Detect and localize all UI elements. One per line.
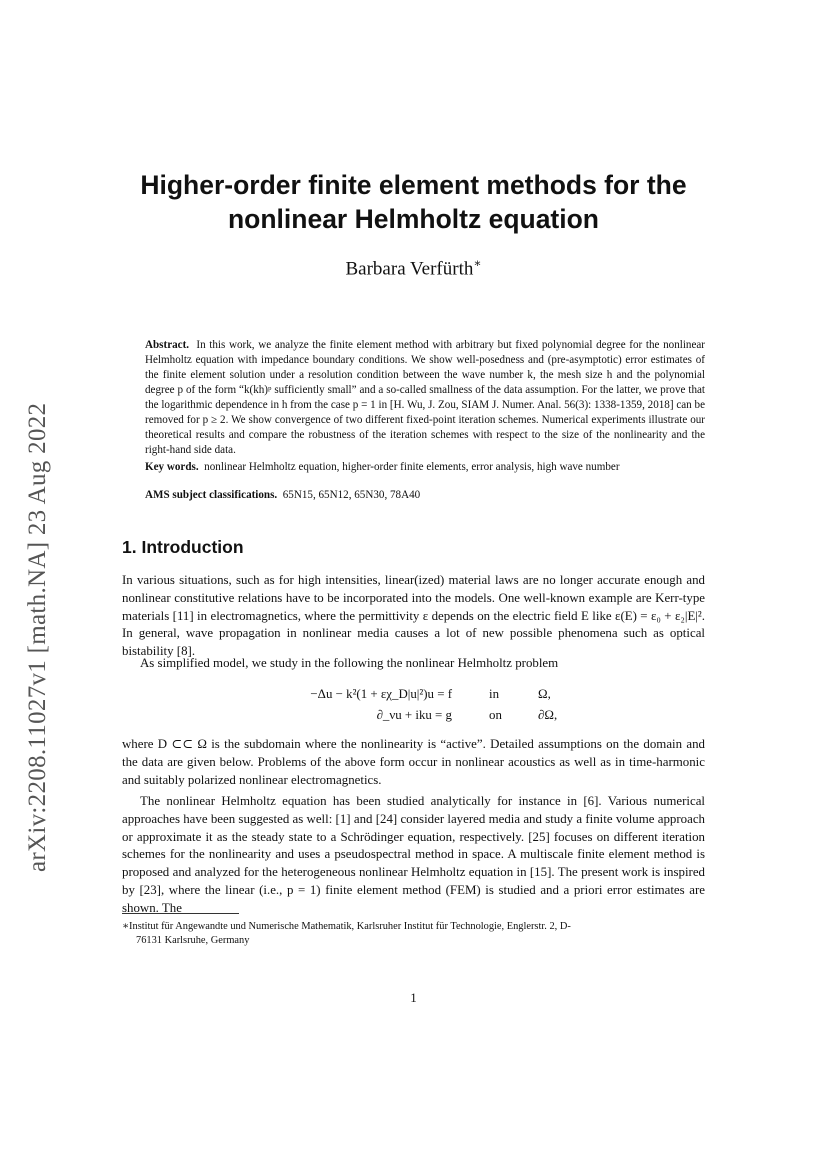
abstract [145,338,705,458]
paragraph-1-text: In various situations, such as for high intensities, linear(ized) material laws are no longer accurate enough and nonlinear constitutive relations have to be incorporated into the models. One well-known example are Kerr-type materials [11] in electromagnetics, where the permittivity ε depends on the electric field E like ε(E) = ε₀ + ε₂|E|². In general, wave propagation in nonlinear media causes a lot of new possible phenomena such as optical bistability [8]. [122,573,705,659]
keywords-text: nonlinear Helmholtz equation, higher-order finite elements, error analysis, high wave number [204,461,620,473]
equation-1-lhs: −Δu − k²(1 + εχ_D|u|²)u = f [310,687,452,701]
author-line [80,256,747,280]
author-footnote-mark[interactable]: ∗ [473,256,482,270]
paragraph-2-text: As simplified model, we study in the following the nonlinear Helmholtz problem [140,656,559,670]
footnote-line-2: 76131 Karlsruhe, Germany [136,934,250,946]
arxiv-identifier: arXiv:2208.11027v1 [math.NA] 23 Aug 2022 [24,402,51,872]
equation-block [256,684,616,726]
equation-row-2 [256,705,616,726]
abstract-label: Abstract. [145,339,190,351]
ams-classifications [145,488,705,503]
equation-2-lhs: ∂_νu + iku = g [376,708,452,722]
paragraph-4 [122,793,705,918]
paper-title [80,168,747,236]
title-line-1: Higher-order finite element methods for the [140,170,687,200]
paragraph-3 [122,736,705,789]
author-name: Barbara Verfürth [345,258,474,280]
equation-2-domain: ∂Ω, [538,708,558,722]
page-number: 1 [410,990,417,1005]
equation-row-1 [256,684,616,705]
equation-2-on: on [489,708,502,722]
paragraph-3-text: where D ⊂⊂ Ω is the subdomain where the nonlinearity is “active”. Detailed assumptions on the domain and the data are given below. Problems of the above form occur in nonlinear acoustics as well as in time-harmonic and suitably polarized nonlinear electromagnetics. [122,737,705,787]
footnote-rule [122,913,239,914]
footnote [122,920,705,947]
paragraph-1 [122,572,705,661]
paragraph-4-text: The nonlinear Helmholtz equation has been studied analytically for instance in [6]. Various numerical approaches have been suggested as well: [1] and [24] consider layered media and study a finite volume approach or approximate it as the steady state to a Schrödinger equation, respectively. [25] focuses on different iteration schemes for the nonlinearity and uses a pseudospectral method in space. A multiscale finite element method is proposed and analyzed for the heterogeneous nonlinear Helmholtz equation in [15]. The present work is inspired by [23], where the linear (i.e., p = 1) finite element method (FEM) is studied and a priori error estimates are shown. The [122,794,705,915]
equation-1-domain: Ω, [538,687,551,701]
paragraph-2 [122,655,705,673]
abstract-text: In this work, we analyze the finite element method with arbitrary but fixed polynomial degree for the nonlinear Helmholtz equation with impedance boundary conditions. We show well-posedness and (pre-asymptotic) error estimates of the finite element solution under a resolution condition between the wave number k, the mesh size h and the polynomial degree p of the form “k(kh)ᵖ sufficiently small” and a so-called smallness of the data assumption. For the latter, we prove that the logarithmic dependence in h from the case p = 1 in [H. Wu, J. Zou, SIAM J. Numer. Anal. 56(3): 1338-1359, 2018] can be removed for p ≥ 2. We show convergence of two different fixed-point iteration schemes. Numerical experiments illustrate our theoretical results and compare the robustness of the iteration schemes with respect to the size of the nonlinearity and the right-hand side data. [145,339,705,456]
footnote-line-1: ∗Institut für Angewandte und Numerische Mathematik, Karlsruher Institut für Technologie, Englerstr. 2, D- [122,921,571,932]
equation-1-in: in [489,687,500,701]
section-heading: 1. Introduction [122,537,244,557]
ams-label: AMS subject classifications. [145,489,278,501]
keywords-label: Key words. [145,461,199,473]
ams-text: 65N15, 65N12, 65N30, 78A40 [282,489,421,501]
title-line-2: nonlinear Helmholtz equation [227,204,599,234]
keywords [145,460,705,475]
